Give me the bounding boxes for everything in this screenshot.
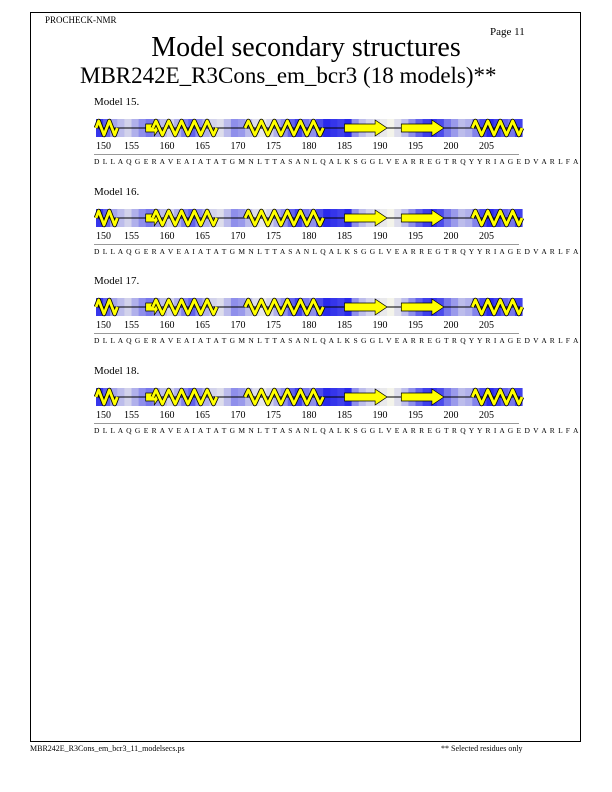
residue-tick-label: 195 [408,231,423,242]
sequence-rule [94,244,519,245]
residue-tick-label: 165 [195,231,210,242]
page-number: Page 11 [490,26,525,38]
residue-tick-label: 170 [230,141,246,152]
model-label: Model 17. [94,275,140,287]
residue-tick-label: 160 [159,410,175,421]
sequence-text: D L L A Q G E R A V E A I A T A T G M N L T T A S A N L Q A L K S G G L V E A R R E G T R Q Y Y R I A G E D V A R L F A [94,426,580,435]
residue-tick-label: 205 [479,141,494,152]
residue-tick-label: 180 [301,231,317,242]
residue-tick-label: 180 [301,320,317,331]
residue-tick-label: 175 [266,410,281,421]
model-label: Model 15. [94,96,140,108]
residue-tick-label: 185 [337,410,352,421]
model-panel [94,96,580,176]
model-panel [94,275,580,355]
residue-tick-label: 190 [372,231,388,242]
residue-tick-label: 160 [159,320,175,331]
model-label: Model 16. [94,186,140,198]
residue-tick-label: 205 [479,410,494,421]
residue-tick-label: 185 [337,320,352,331]
secondary-structure-strip [94,296,524,318]
page-subtitle: MBR242E_R3Cons_em_bcr3 (18 models)** [80,63,497,88]
sequence-text: D L L A Q G E R A V E A I A T A T G M N L T T A S A N L Q A L K S G G L V E A R R E G T R Q Y Y R I A G E D V A R L F A [94,157,580,166]
residue-tick-label: 195 [408,320,423,331]
residue-tick-label: 185 [337,231,352,242]
residue-tick-label: 150 [96,141,111,152]
residue-tick-label: 185 [337,141,352,152]
model-label: Model 18. [94,365,140,377]
residue-tick-label: 155 [124,231,139,242]
residue-tick-label: 150 [96,231,111,242]
secondary-structure-strip [94,117,524,139]
residue-tick-label: 165 [195,320,210,331]
residue-tick-label: 175 [266,231,281,242]
residue-tick-label: 150 [96,410,111,421]
residue-tick-label: 195 [408,410,423,421]
sequence-text: D L L A Q G E R A V E A I A T A T G M N L T T A S A N L Q A L K S G G L V E A R R E G T R Q Y Y R I A G E D V A R L F A [94,247,580,256]
secondary-structure-strip [94,386,524,408]
residue-number-axis [94,231,524,243]
residue-tick-label: 190 [372,141,388,152]
residue-tick-label: 155 [124,410,139,421]
sequence-rule [94,423,519,424]
sequence-rule [94,154,519,155]
model-panel [94,365,580,445]
sequence-text: D L L A Q G E R A V E A I A T A T G M N L T T A S A N L Q A L K S G G L V E A R R E G T R Q Y Y R I A G E D V A R L F A [94,336,580,345]
footer-note: ** Selected residues only [441,744,523,753]
residue-tick-label: 190 [372,410,388,421]
page-title: Model secondary structures [151,32,461,63]
residue-tick-label: 200 [443,320,459,331]
residue-tick-label: 205 [479,320,494,331]
residue-tick-label: 195 [408,141,423,152]
residue-tick-label: 190 [372,320,388,331]
residue-tick-label: 165 [195,410,210,421]
residue-number-axis [94,141,524,153]
sequence-rule [94,333,519,334]
residue-number-axis [94,320,524,332]
residue-tick-label: 200 [443,141,459,152]
residue-tick-label: 155 [124,320,139,331]
residue-tick-label: 180 [301,141,317,152]
residue-tick-label: 170 [230,320,246,331]
secondary-structure-strip [94,207,524,229]
residue-number-axis [94,410,524,422]
residue-tick-label: 165 [195,141,210,152]
footer-filename: MBR242E_R3Cons_em_bcr3_11_modelsecs.ps [30,744,185,753]
residue-tick-label: 200 [443,231,459,242]
residue-tick-label: 160 [159,141,175,152]
residue-tick-label: 175 [266,320,281,331]
residue-tick-label: 170 [230,231,246,242]
residue-tick-label: 200 [443,410,459,421]
program-name: PROCHECK-NMR [45,15,117,25]
residue-tick-label: 180 [301,410,317,421]
model-panel [94,186,580,266]
residue-tick-label: 205 [479,231,494,242]
residue-tick-label: 160 [159,231,175,242]
residue-tick-label: 150 [96,320,111,331]
residue-tick-label: 170 [230,410,246,421]
residue-tick-label: 175 [266,141,281,152]
residue-tick-label: 155 [124,141,139,152]
